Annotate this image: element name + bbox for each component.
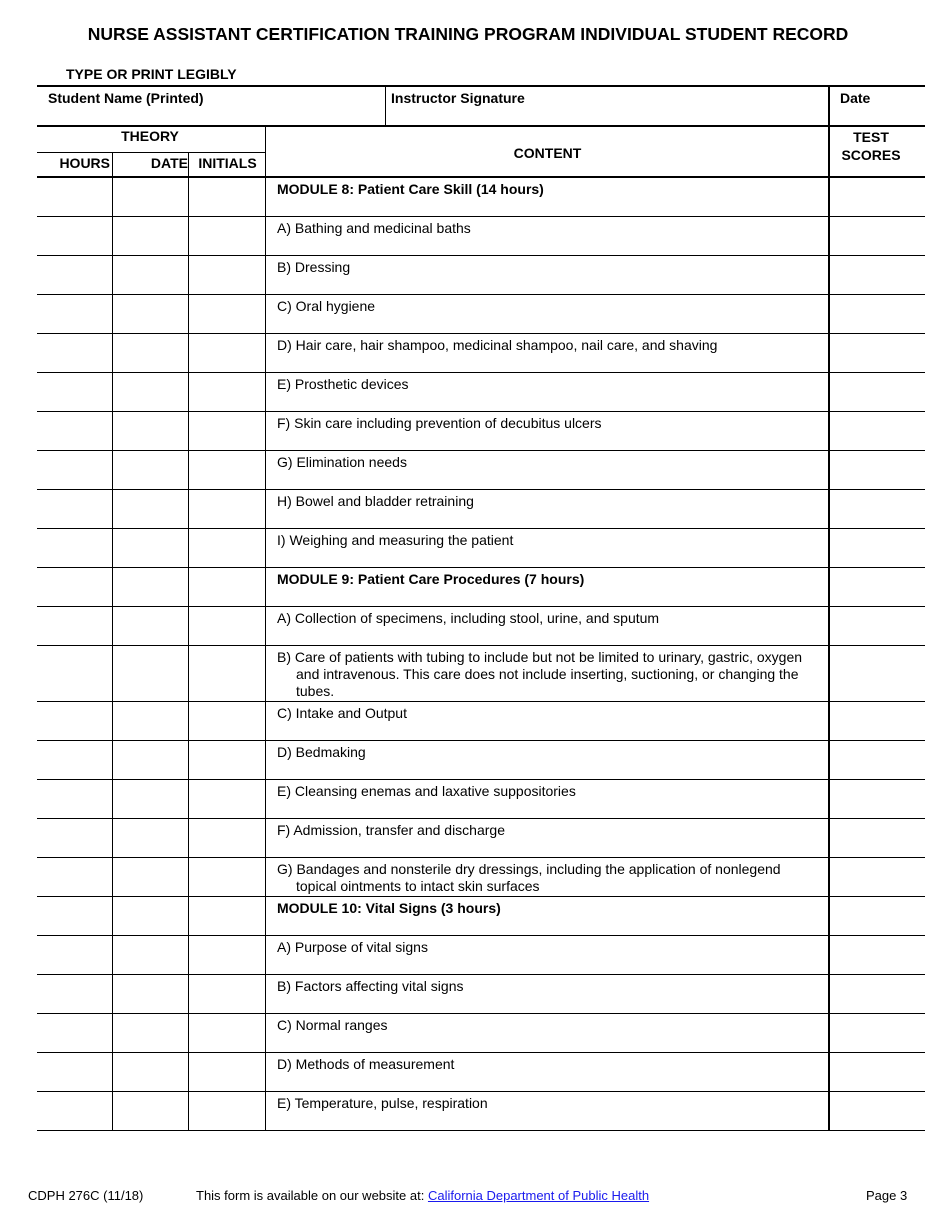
content-item-text: D) Bedmaking [277, 744, 366, 760]
content-item [277, 822, 822, 839]
test-scores-line1: TEST [853, 129, 889, 145]
content-item [277, 376, 822, 393]
content-item-text: F) Admission, transfer and discharge [277, 822, 505, 838]
content-item [277, 744, 822, 761]
content-item-text: D) Methods of measurement [277, 1056, 455, 1072]
row-divider [37, 779, 925, 780]
column-divider [828, 127, 830, 1131]
content-item [277, 532, 822, 549]
content-item-text: F) Skin care including prevention of decubitus ulcers [277, 415, 602, 431]
website-text: This form is available on our website at: [196, 1188, 425, 1203]
row-divider [37, 1013, 925, 1014]
content-item-text: E) Prosthetic devices [277, 376, 409, 392]
content-item-text: G) Elimination needs [277, 454, 407, 470]
row-divider [37, 255, 925, 256]
content-item-text: E) Temperature, pulse, respiration [277, 1095, 488, 1111]
content-item [277, 337, 822, 354]
row-divider [37, 1091, 925, 1092]
form-id: CDPH 276C (11/18) [28, 1188, 144, 1203]
content-item-text: D) Hair care, hair shampoo, medicinal shampoo, nail care, and shaving [277, 337, 718, 353]
content-item [277, 610, 822, 627]
cdph-link[interactable]: California Department of Public Health [427, 1188, 650, 1203]
content-item [277, 649, 822, 700]
row-divider [37, 974, 925, 975]
content-item [277, 978, 822, 995]
row-divider [37, 411, 925, 412]
content-item-text: E) Cleansing enemas and laxative suppositories [277, 783, 576, 799]
test-scores-header [829, 128, 913, 164]
content-item-text: C) Intake and Output [277, 705, 407, 721]
date-header: DATE [150, 155, 188, 171]
row-divider [37, 294, 925, 295]
row-divider [37, 896, 925, 897]
content-item [277, 1017, 822, 1034]
content-item [277, 705, 822, 722]
row-divider [37, 1052, 925, 1053]
content-item-text: A) Collection of specimens, including stool, urine, and sputum [277, 610, 660, 626]
content-item-text: G) Bandages and nonsterile dry dressings, including the application of nonlegend topical ointments to intact skin surfaces [277, 861, 781, 894]
content-item-text: C) Oral hygiene [277, 298, 376, 314]
row-divider [37, 567, 925, 568]
content-item [277, 1095, 822, 1112]
content-item-text: A) Purpose of vital signs [277, 939, 428, 955]
form-title: NURSE ASSISTANT CERTIFICATION TRAINING PROGRAM INDIVIDUAL STUDENT RECORD [87, 24, 849, 44]
module-heading [277, 571, 822, 588]
row-divider [37, 857, 925, 858]
test-scores-line2: SCORES [841, 147, 901, 163]
row-divider [37, 740, 925, 741]
website-note [196, 1188, 649, 1203]
content-item-text: C) Normal ranges [277, 1017, 388, 1033]
column-divider [188, 152, 189, 1131]
signature-header [37, 85, 925, 127]
content-item-text: MODULE 10: Vital Signs (3 hours) [277, 900, 501, 916]
row-divider [37, 450, 925, 451]
row-divider [37, 606, 925, 607]
row-divider [37, 176, 925, 178]
module-heading [277, 181, 822, 198]
content-item-text: B) Care of patients with tubing to include but not be limited to urinary, gastric, oxygen and intravenous. This care does not include inserting, suctioning, or changing the tubes. [277, 649, 803, 699]
instructions: TYPE OR PRINT LEGIBLY [66, 66, 237, 82]
content-item-text: B) Factors affecting vital signs [277, 978, 464, 994]
student-name-field[interactable]: Student Name (Printed) [48, 90, 204, 106]
content-item-text: H) Bowel and bladder retraining [277, 493, 474, 509]
hours-header: HOURS [59, 155, 110, 171]
content-item-text: I) Weighing and measuring the patient [277, 532, 514, 548]
content-item [277, 259, 822, 276]
row-divider [37, 645, 925, 646]
content-item [277, 939, 822, 956]
content-item-text: A) Bathing and medicinal baths [277, 220, 471, 236]
content-item [277, 493, 822, 510]
column-divider [265, 127, 266, 1131]
row-divider [37, 701, 925, 702]
content-item [277, 783, 822, 800]
instructor-signature-field[interactable]: Instructor Signature [385, 87, 829, 125]
content-item [277, 415, 822, 432]
row-divider [37, 818, 925, 819]
column-divider [112, 152, 113, 1131]
content-item-text: MODULE 8: Patient Care Skill (14 hours) [277, 181, 544, 197]
date-field[interactable]: Date [828, 87, 925, 125]
page-number: Page 3 [866, 1188, 908, 1203]
content-item-text: B) Dressing [277, 259, 351, 275]
content-header: CONTENT [513, 145, 582, 161]
row-divider [37, 216, 925, 217]
row-divider [37, 489, 925, 490]
row-divider [37, 333, 925, 334]
content-item [277, 220, 822, 237]
content-item [277, 861, 822, 895]
content-item [277, 1056, 822, 1073]
row-divider [37, 372, 925, 373]
row-divider [37, 528, 925, 529]
content-item [277, 454, 822, 471]
theory-header: THEORY [121, 128, 179, 144]
content-item-text: MODULE 9: Patient Care Procedures (7 hours) [277, 571, 585, 587]
module-heading [277, 900, 822, 917]
content-item [277, 298, 822, 315]
row-divider [37, 152, 266, 153]
row-divider [37, 935, 925, 936]
row-divider [37, 1130, 925, 1131]
initials-header: INITIALS [198, 155, 257, 171]
